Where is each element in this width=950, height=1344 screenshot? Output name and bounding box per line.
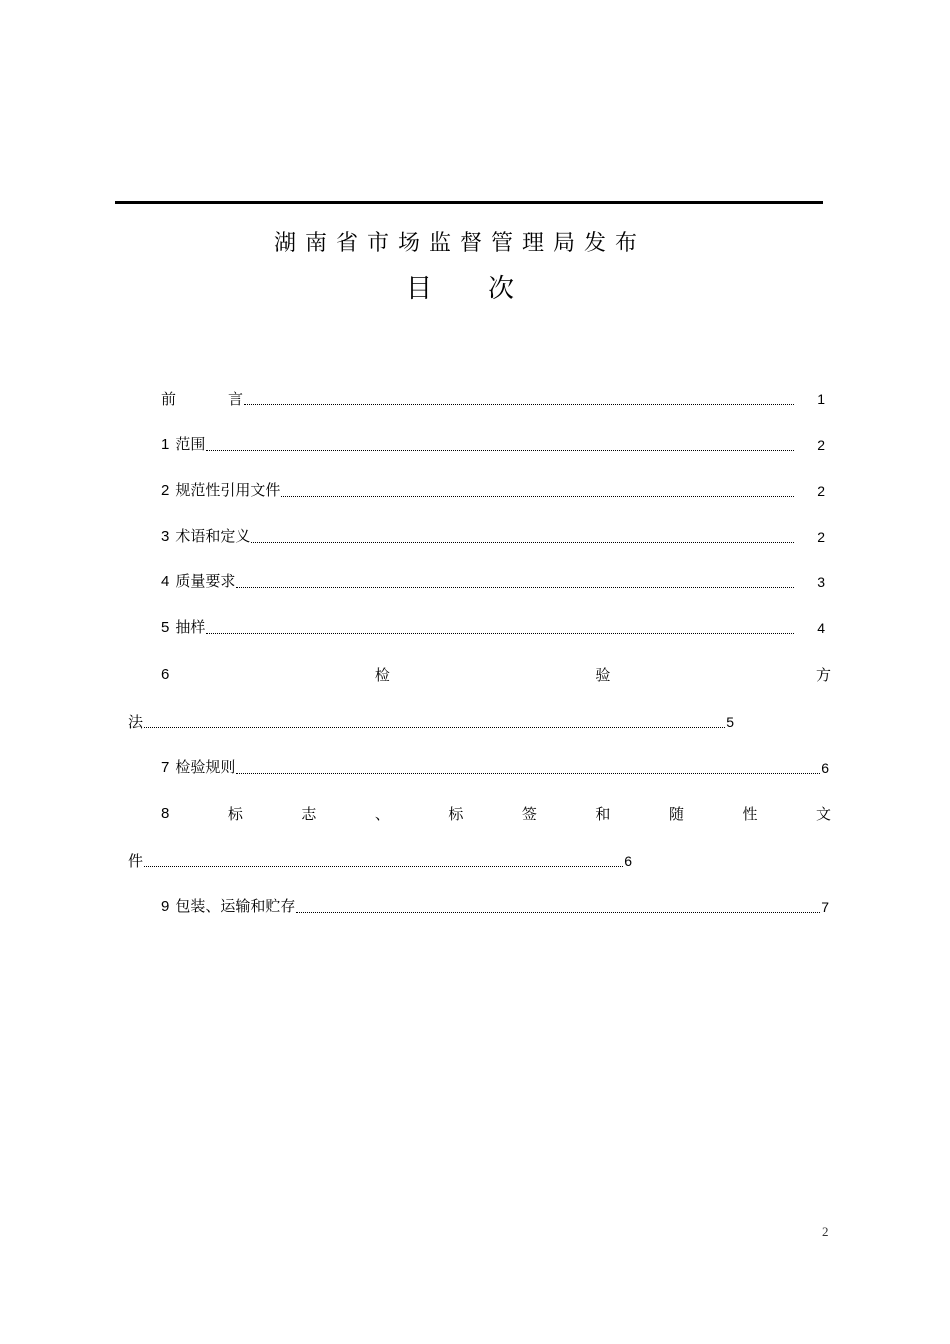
toc-char: 文 (815, 805, 831, 823)
toc-entry-page: 6 (624, 853, 632, 869)
toc-entry-number: 7 (161, 759, 170, 776)
toc-title-char-2: 次 (488, 274, 515, 304)
toc-entry-foreword[interactable] (161, 386, 825, 408)
toc-entry-5[interactable] (161, 615, 825, 637)
toc-entry-number: 3 (161, 528, 170, 545)
toc-entry-text: 检验规则 (175, 758, 236, 776)
toc-entry-page: 5 (726, 714, 734, 730)
toc-entry-1[interactable] (161, 432, 825, 454)
toc-entry-text: 包装、运输和贮存 (175, 897, 296, 915)
leader-dots (144, 727, 725, 728)
toc-char: 检 (374, 666, 390, 684)
toc-entry-page: 7 (821, 899, 829, 915)
leader-dots (206, 450, 794, 451)
toc-title-char-1: 目 (405, 274, 432, 304)
toc-char: 标 (448, 805, 464, 823)
toc-entry-label: 件 (128, 852, 144, 870)
toc-title (0, 268, 920, 305)
leader-dots (144, 866, 623, 867)
toc-entry-page: 3 (817, 574, 825, 590)
toc-entry-number: 9 (161, 898, 170, 915)
leader-dots (206, 633, 794, 634)
leader-dots (244, 404, 794, 405)
toc-entry-text: 术语和定义 (175, 527, 251, 545)
toc-entry-number: 1 (161, 436, 170, 453)
toc-entry-6-line2[interactable] (128, 709, 734, 731)
toc-entry-label (161, 481, 280, 500)
toc-entry-page: 4 (817, 620, 825, 636)
toc-entry-page: 6 (821, 760, 829, 776)
toc-entry-label (161, 897, 295, 916)
toc-entry-number: 4 (161, 573, 170, 590)
toc-entry-9[interactable] (161, 894, 829, 916)
toc-entry-2[interactable] (161, 478, 825, 500)
toc-entry-text: 规范性引用文件 (175, 481, 281, 499)
toc-entry-label (161, 618, 205, 637)
leader-dots (281, 496, 794, 497)
toc-entry-8-line1[interactable] (161, 801, 831, 823)
publisher-line: 湖南省市场监督管理局发布 (273, 231, 646, 256)
leader-dots (236, 773, 820, 774)
toc-char: 标 (227, 805, 243, 823)
toc-entry-label: 法 (128, 713, 144, 731)
toc-entry-text: 质量要求 (175, 572, 236, 590)
toc-entry-label (161, 435, 205, 454)
toc-entry-3[interactable] (161, 524, 825, 546)
toc-entry-8-line2[interactable] (128, 848, 632, 870)
toc-entry-text: 范围 (175, 435, 206, 453)
toc-char: 随 (668, 805, 684, 823)
toc-entry-number: 8 (161, 805, 170, 822)
toc-entry-number: 5 (161, 619, 170, 636)
toc-entry-number: 6 (161, 666, 170, 683)
toc-entry-label (161, 758, 235, 777)
toc-entry-page: 2 (817, 529, 825, 545)
toc-entry-4[interactable] (161, 569, 825, 591)
toc-entry-page: 2 (817, 437, 825, 453)
leader-dots (296, 912, 820, 913)
toc-entry-label (161, 572, 235, 591)
toc-entry-number: 2 (161, 482, 170, 499)
toc-entry-label (161, 527, 250, 546)
toc-char: 方 (815, 666, 831, 684)
toc-char: 志 (301, 805, 317, 823)
toc-entry-label (161, 390, 243, 408)
toc-char: 签 (521, 805, 537, 823)
header-rule (115, 201, 823, 204)
toc-entry-page: 1 (817, 391, 825, 407)
toc-char: 验 (595, 666, 611, 684)
toc-char: 性 (742, 805, 758, 823)
toc-entry-7[interactable] (161, 755, 829, 777)
page-number: 2 (822, 1224, 829, 1239)
leader-dots (236, 587, 794, 588)
toc-entry-text: 抽样 (175, 618, 206, 636)
toc-entry-page: 2 (817, 483, 825, 499)
toc-entry-6-line1[interactable] (161, 662, 831, 684)
toc-char: 和 (595, 805, 611, 823)
foreword-char-2: 言 (228, 390, 244, 408)
foreword-char-1: 前 (161, 390, 177, 408)
leader-dots (251, 542, 794, 543)
toc-char: 、 (374, 805, 390, 823)
